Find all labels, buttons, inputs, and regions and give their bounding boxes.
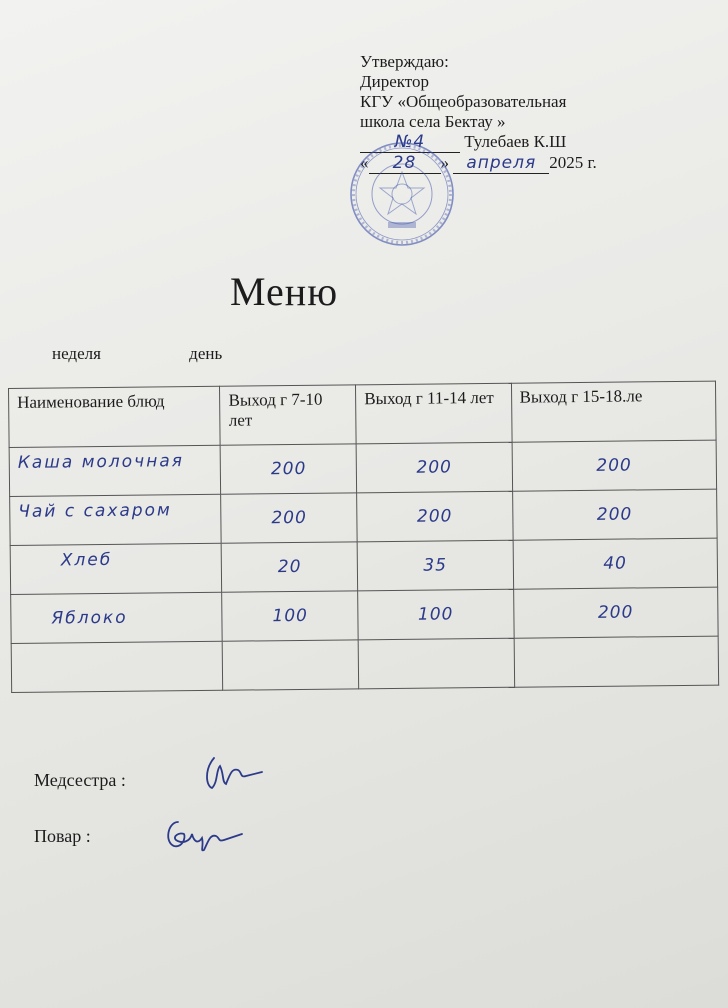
nurse-row: [34, 770, 126, 791]
qty-cell: 200: [512, 489, 717, 540]
approval-org-line2: школа села Бектау »: [360, 112, 506, 131]
header-dish: Наименование блюд: [9, 386, 221, 447]
header-age-15-18: Выход г 15-18.ле: [511, 381, 716, 442]
dish-cell: Яблоко: [11, 592, 223, 643]
date-year: 2025 г.: [549, 153, 597, 172]
nurse-signature-icon: [200, 752, 264, 792]
cook-signature-icon: [160, 812, 244, 856]
cook-row: [34, 826, 91, 847]
approval-heading: Утверждаю:: [360, 52, 449, 71]
approval-position: Директор: [360, 72, 429, 91]
table-row: [11, 636, 718, 692]
date-month: апреля: [453, 153, 549, 174]
qty-cell: 200: [512, 440, 717, 491]
dish-cell: [11, 641, 223, 692]
table-row: [9, 440, 716, 496]
cook-label: Повар :: [34, 826, 91, 846]
nurse-label: Медсестра :: [34, 770, 126, 790]
director-name: Тулебаев К.Ш: [464, 132, 567, 151]
table-row: [11, 587, 718, 643]
qty-cell: 100: [358, 589, 514, 640]
qty-cell: 40: [513, 538, 718, 589]
menu-table: [8, 381, 719, 693]
approval-org-line1: КГУ «Общеобразовательная: [360, 92, 567, 111]
week-label: неделя: [52, 344, 101, 363]
dish-cell: Каша молочная: [9, 445, 221, 496]
qty-cell: 200: [513, 587, 718, 638]
qty-cell: [223, 640, 359, 690]
day-label: день: [189, 344, 223, 363]
dish-cell: Хлеб: [10, 543, 222, 594]
qty-cell: 20: [222, 542, 358, 592]
qty-cell: 200: [221, 493, 357, 543]
director-signature: №4: [360, 132, 460, 153]
table-row: [10, 489, 717, 545]
week-day-row: [52, 344, 222, 364]
approval-date: « 28 » апреля 2025 г.: [360, 153, 597, 173]
qty-cell: 100: [222, 591, 358, 641]
table-header-row: [9, 381, 717, 447]
table-row: [10, 538, 717, 594]
official-seal-icon: [348, 140, 456, 248]
qty-cell: [514, 636, 719, 687]
header-age-11-14: Выход г 11-14 лет: [356, 383, 512, 444]
qty-cell: 200: [357, 491, 513, 542]
qty-cell: [358, 638, 514, 689]
date-day: 28: [369, 153, 441, 174]
qty-cell: 35: [357, 540, 513, 591]
dish-cell: Чай с сахаром: [10, 494, 222, 545]
page-title: Меню: [230, 269, 339, 314]
qty-cell: 200: [221, 444, 357, 494]
header-age-7-10: Выход г 7-10 лет: [220, 385, 356, 445]
qty-cell: 200: [356, 442, 512, 493]
